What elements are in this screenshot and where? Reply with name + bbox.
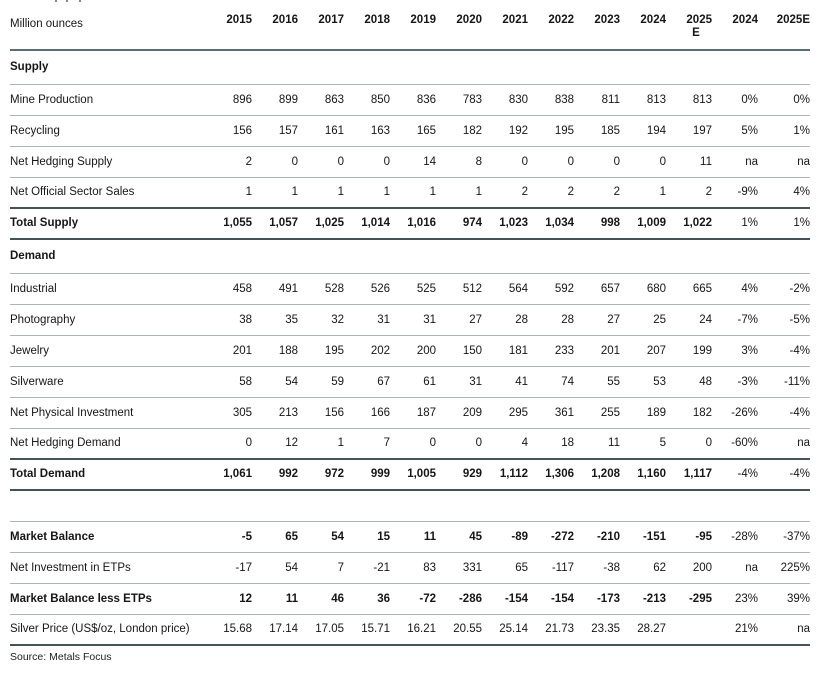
value-cell: 680 bbox=[646, 282, 666, 295]
value-cell: 65 bbox=[285, 530, 298, 543]
row-label: Supply bbox=[10, 61, 49, 73]
value-cell: 31 bbox=[423, 313, 436, 326]
value-cell: 1,306 bbox=[545, 468, 574, 480]
row-label: Jewelry bbox=[10, 344, 49, 357]
value-cell: 163 bbox=[370, 124, 390, 137]
table-row-silver-price-us-oz-london-price bbox=[10, 615, 810, 646]
value-cell: 5 bbox=[659, 437, 666, 449]
row-label: Demand bbox=[10, 250, 56, 262]
value-cell: 187 bbox=[416, 406, 436, 419]
value-cell: 0 bbox=[245, 437, 252, 449]
pct-cell: -11% bbox=[784, 375, 810, 388]
value-cell: 61 bbox=[423, 375, 436, 388]
value-cell: -151 bbox=[642, 530, 666, 543]
value-cell: 194 bbox=[646, 124, 666, 137]
pct-cell: 23% bbox=[734, 592, 758, 605]
value-cell: 1,208 bbox=[591, 468, 620, 480]
value-cell: 657 bbox=[600, 282, 620, 295]
pct-cell: 1% bbox=[793, 124, 810, 137]
column-header-2021: 2021 bbox=[502, 14, 528, 26]
value-cell: -295 bbox=[688, 592, 712, 605]
value-cell: 1,160 bbox=[637, 468, 666, 480]
row-label: Net Hedging Supply bbox=[10, 155, 113, 168]
value-cell: 361 bbox=[554, 406, 574, 419]
value-cell: 195 bbox=[324, 344, 344, 357]
pct-cell: na bbox=[797, 623, 810, 635]
table-row-jewelry bbox=[10, 336, 810, 367]
value-cell: 25 bbox=[653, 313, 666, 326]
value-cell: 896 bbox=[232, 93, 252, 106]
silver-supply-demand-table bbox=[10, 0, 810, 646]
value-cell: 305 bbox=[232, 406, 252, 419]
pct-cell: na bbox=[797, 155, 810, 168]
value-cell: 182 bbox=[692, 406, 712, 419]
value-cell: 929 bbox=[462, 468, 482, 480]
value-cell: 74 bbox=[561, 375, 574, 388]
value-cell: 188 bbox=[278, 344, 298, 357]
column-header-2025E: 2025 E bbox=[686, 14, 712, 39]
value-cell: 45 bbox=[469, 530, 482, 543]
value-cell: 0 bbox=[429, 437, 436, 449]
value-cell: 458 bbox=[232, 282, 252, 295]
pct-cell: -7% bbox=[737, 313, 758, 326]
row-label: Net Physical Investment bbox=[10, 406, 134, 419]
pct-cell: -5% bbox=[789, 313, 810, 326]
pct-cell: na bbox=[797, 437, 810, 449]
column-header-2025E: 2025E bbox=[776, 14, 810, 26]
column-header-2022: 2022 bbox=[548, 14, 574, 26]
value-cell: 1,112 bbox=[499, 468, 528, 480]
value-cell: -17 bbox=[235, 561, 252, 574]
value-cell: 1,009 bbox=[637, 217, 666, 229]
value-cell: 197 bbox=[692, 124, 712, 137]
value-cell: 195 bbox=[554, 124, 574, 137]
value-cell: 12 bbox=[285, 437, 298, 449]
value-cell: 17.14 bbox=[269, 623, 298, 635]
pct-cell: -60% bbox=[731, 437, 758, 449]
value-cell: 1 bbox=[429, 186, 436, 198]
value-cell: 200 bbox=[692, 561, 712, 574]
column-header-2024: 2024 bbox=[732, 14, 758, 26]
value-cell: 11 bbox=[423, 530, 436, 543]
value-cell: 525 bbox=[416, 282, 436, 295]
value-cell: 189 bbox=[646, 406, 666, 419]
value-cell: 7 bbox=[383, 437, 390, 449]
value-cell: 48 bbox=[699, 375, 712, 388]
value-cell: 181 bbox=[508, 344, 528, 357]
value-cell: -38 bbox=[603, 561, 620, 574]
column-header-2015: 2015 bbox=[226, 14, 252, 26]
value-cell: 0 bbox=[659, 155, 666, 168]
row-label: Industrial bbox=[10, 282, 57, 295]
table-row-industrial bbox=[10, 274, 810, 305]
column-header-2017: 2017 bbox=[318, 14, 344, 26]
value-cell: 0 bbox=[337, 155, 344, 168]
value-cell: 213 bbox=[278, 406, 298, 419]
value-cell: 14 bbox=[423, 155, 436, 168]
pct-cell: -4% bbox=[789, 344, 810, 357]
value-cell: 838 bbox=[554, 93, 574, 106]
value-cell: 161 bbox=[324, 124, 344, 137]
value-cell: 35 bbox=[285, 313, 298, 326]
row-label: Recycling bbox=[10, 124, 60, 137]
value-cell: -95 bbox=[695, 530, 712, 543]
value-cell: 21.73 bbox=[545, 623, 574, 635]
value-cell: 28.27 bbox=[637, 623, 666, 635]
table-body bbox=[10, 51, 810, 646]
row-label: Net Investment in ETPs bbox=[10, 561, 131, 574]
value-cell: 2 bbox=[521, 186, 528, 198]
value-cell: 25.14 bbox=[499, 623, 528, 635]
value-cell: 1 bbox=[337, 186, 344, 198]
value-cell: 999 bbox=[370, 468, 390, 480]
value-cell: 512 bbox=[462, 282, 482, 295]
pct-cell: 1% bbox=[741, 217, 758, 229]
value-cell: 54 bbox=[331, 530, 344, 543]
value-cell: 53 bbox=[653, 375, 666, 388]
value-cell: -72 bbox=[419, 592, 436, 605]
pct-cell: -2% bbox=[789, 282, 810, 295]
value-cell: 199 bbox=[692, 344, 712, 357]
value-cell: 526 bbox=[370, 282, 390, 295]
column-header-2020: 2020 bbox=[456, 14, 482, 26]
section-row-demand bbox=[10, 240, 810, 274]
table-row-net-official-sector-sales bbox=[10, 178, 810, 209]
value-cell: 899 bbox=[278, 93, 298, 106]
value-cell: 0 bbox=[475, 437, 482, 449]
value-cell: 2 bbox=[705, 186, 712, 198]
value-cell: 166 bbox=[370, 406, 390, 419]
pct-cell: 225% bbox=[780, 561, 810, 574]
value-cell: 528 bbox=[324, 282, 344, 295]
value-cell: 185 bbox=[600, 124, 620, 137]
value-cell: 201 bbox=[600, 344, 620, 357]
value-cell: 156 bbox=[232, 124, 252, 137]
pct-cell: -4% bbox=[789, 468, 810, 480]
value-cell: 295 bbox=[508, 406, 528, 419]
value-cell: 2 bbox=[245, 155, 252, 168]
value-cell: -154 bbox=[550, 592, 574, 605]
value-cell: -21 bbox=[373, 561, 390, 574]
table-row-net-investment-in-etps bbox=[10, 553, 810, 584]
value-cell: 4 bbox=[521, 437, 528, 449]
pct-cell: 4% bbox=[793, 186, 810, 198]
value-cell: 811 bbox=[601, 93, 620, 106]
value-cell: 62 bbox=[653, 561, 666, 574]
value-cell: 59 bbox=[331, 375, 344, 388]
value-cell: 1,023 bbox=[499, 217, 528, 229]
value-cell: 31 bbox=[469, 375, 482, 388]
value-cell: 1,061 bbox=[223, 468, 252, 480]
value-cell: 36 bbox=[377, 592, 390, 605]
pct-cell: na bbox=[745, 155, 758, 168]
row-label: Market Balance less ETPs bbox=[10, 592, 152, 605]
value-cell: 255 bbox=[600, 406, 620, 419]
value-cell: 1 bbox=[659, 186, 666, 198]
row-label: Total Demand bbox=[10, 468, 86, 480]
row-label: Market Balance bbox=[10, 530, 95, 543]
value-cell: 1,055 bbox=[223, 217, 252, 229]
value-cell: 974 bbox=[462, 217, 482, 229]
value-cell: 182 bbox=[462, 124, 482, 137]
value-cell: 0 bbox=[567, 155, 574, 168]
value-cell: 1 bbox=[383, 186, 390, 198]
total-row-total-demand bbox=[10, 460, 810, 491]
row-label: Net Official Sector Sales bbox=[10, 186, 135, 198]
column-header-2023: 2023 bbox=[594, 14, 620, 26]
value-cell: 0 bbox=[613, 155, 620, 168]
value-cell: 1 bbox=[245, 186, 252, 198]
total-row-market-balance-less-etps bbox=[10, 584, 810, 615]
value-cell: 12 bbox=[239, 592, 252, 605]
column-header-2018: 2018 bbox=[364, 14, 390, 26]
value-cell: 2 bbox=[613, 186, 620, 198]
value-cell: 46 bbox=[331, 592, 344, 605]
value-cell: 27 bbox=[607, 313, 620, 326]
value-cell: 202 bbox=[370, 344, 390, 357]
spacer-row bbox=[10, 491, 810, 522]
value-cell: 564 bbox=[508, 282, 528, 295]
value-cell: 67 bbox=[377, 375, 390, 388]
value-cell: -213 bbox=[642, 592, 666, 605]
value-cell: 201 bbox=[232, 344, 252, 357]
value-cell: -286 bbox=[458, 592, 482, 605]
value-cell: 1,005 bbox=[407, 468, 436, 480]
value-cell: 200 bbox=[416, 344, 436, 357]
value-cell: 2 bbox=[567, 186, 574, 198]
section-row-supply bbox=[10, 51, 810, 85]
value-cell: 54 bbox=[285, 561, 298, 574]
value-cell: 207 bbox=[646, 344, 666, 357]
value-cell: 32 bbox=[331, 313, 344, 326]
value-cell: 830 bbox=[508, 93, 528, 106]
value-cell: -89 bbox=[511, 530, 528, 543]
unit-label: Million ounces bbox=[10, 18, 83, 30]
value-cell: 209 bbox=[462, 406, 482, 419]
pct-cell: 1% bbox=[793, 217, 810, 229]
pct-cell: 39% bbox=[786, 592, 810, 605]
value-cell: 15.71 bbox=[361, 623, 390, 635]
value-cell: 1,057 bbox=[269, 217, 298, 229]
value-cell: 998 bbox=[600, 217, 620, 229]
value-cell: 150 bbox=[462, 344, 482, 357]
value-cell: 16.21 bbox=[407, 623, 436, 635]
value-cell: 665 bbox=[692, 282, 712, 295]
total-row-market-balance bbox=[10, 522, 810, 553]
value-cell: -272 bbox=[550, 530, 574, 543]
value-cell: 0 bbox=[291, 155, 298, 168]
table-row-silverware bbox=[10, 367, 810, 398]
table-row-recycling bbox=[10, 116, 810, 147]
row-label: Silver Price (US$/oz, London price) bbox=[10, 623, 190, 635]
value-cell: -210 bbox=[596, 530, 620, 543]
value-cell: 1,117 bbox=[683, 468, 712, 480]
pct-cell: -28% bbox=[731, 530, 758, 543]
source-note: Source: Metals Focus bbox=[10, 651, 112, 663]
table-header-row bbox=[10, 0, 810, 51]
value-cell: 331 bbox=[462, 561, 482, 574]
pct-cell: -37% bbox=[783, 530, 810, 543]
value-cell: 54 bbox=[285, 375, 298, 388]
value-cell: 0 bbox=[521, 155, 528, 168]
pct-cell: -3% bbox=[737, 375, 758, 388]
value-cell: 38 bbox=[239, 313, 252, 326]
value-cell: 58 bbox=[239, 375, 252, 388]
value-cell: 972 bbox=[324, 468, 344, 480]
value-cell: 41 bbox=[515, 375, 528, 388]
value-cell: 863 bbox=[324, 93, 344, 106]
value-cell: 11 bbox=[608, 437, 620, 449]
value-cell: 233 bbox=[554, 344, 574, 357]
value-cell: 0 bbox=[705, 437, 712, 449]
value-cell: 15.68 bbox=[223, 623, 252, 635]
value-cell: 491 bbox=[278, 282, 298, 295]
value-cell: 1 bbox=[475, 186, 482, 198]
value-cell: 783 bbox=[462, 93, 482, 106]
value-cell: 157 bbox=[278, 124, 298, 137]
value-cell: 23.35 bbox=[591, 623, 620, 635]
value-cell: 592 bbox=[554, 282, 574, 295]
value-cell: 28 bbox=[515, 313, 528, 326]
column-header-2019: 2019 bbox=[410, 14, 436, 26]
value-cell: 1,022 bbox=[683, 217, 712, 229]
value-cell: 31 bbox=[377, 313, 390, 326]
value-cell: 18 bbox=[561, 437, 574, 449]
pct-cell: 0% bbox=[741, 93, 758, 106]
total-row-total-supply bbox=[10, 209, 810, 240]
pct-cell: 3% bbox=[741, 344, 758, 357]
pct-cell: -4% bbox=[789, 406, 810, 419]
pct-cell: -26% bbox=[731, 406, 758, 419]
value-cell: 992 bbox=[278, 468, 298, 480]
value-cell: 1,025 bbox=[315, 217, 344, 229]
table-row-net-physical-investment bbox=[10, 398, 810, 429]
pct-cell: -4% bbox=[737, 468, 758, 480]
value-cell: 156 bbox=[324, 406, 344, 419]
value-cell: 0 bbox=[383, 155, 390, 168]
column-header-2024: 2024 bbox=[640, 14, 666, 26]
pct-cell: -9% bbox=[737, 186, 758, 198]
value-cell: 24 bbox=[699, 313, 712, 326]
pct-cell: 21% bbox=[734, 623, 758, 635]
row-label: Silverware bbox=[10, 375, 64, 388]
table-row-net-hedging-demand bbox=[10, 429, 810, 460]
value-cell: 1,034 bbox=[545, 217, 574, 229]
value-cell: 27 bbox=[469, 313, 482, 326]
value-cell: -117 bbox=[551, 561, 574, 574]
pct-cell: 4% bbox=[741, 282, 758, 295]
pct-cell: na bbox=[745, 561, 758, 574]
cropped-title-remnant bbox=[55, 0, 87, 3]
value-cell: 17.05 bbox=[315, 623, 344, 635]
value-cell: 28 bbox=[561, 313, 574, 326]
row-label: Photography bbox=[10, 313, 76, 326]
table-row-mine-production bbox=[10, 85, 810, 116]
value-cell: 165 bbox=[416, 124, 436, 137]
value-cell: 836 bbox=[416, 93, 436, 106]
pct-cell: 0% bbox=[793, 93, 810, 106]
value-cell: -154 bbox=[504, 592, 528, 605]
value-cell: -5 bbox=[241, 530, 252, 543]
row-label: Total Supply bbox=[10, 217, 79, 229]
value-cell: 7 bbox=[337, 561, 344, 574]
table-row-net-hedging-supply bbox=[10, 147, 810, 178]
value-cell: 813 bbox=[692, 93, 712, 106]
value-cell: 11 bbox=[285, 592, 298, 605]
value-cell: -173 bbox=[596, 592, 620, 605]
value-cell: 813 bbox=[646, 93, 666, 106]
value-cell: 65 bbox=[515, 561, 528, 574]
value-cell: 1,014 bbox=[361, 217, 390, 229]
value-cell: 20.55 bbox=[453, 623, 482, 635]
value-cell: 192 bbox=[508, 124, 528, 137]
value-cell: 55 bbox=[607, 375, 620, 388]
value-cell: 15 bbox=[377, 530, 390, 543]
row-label: Net Hedging Demand bbox=[10, 437, 121, 449]
column-header-2016: 2016 bbox=[272, 14, 298, 26]
value-cell: 1 bbox=[291, 186, 298, 198]
value-cell: 1,016 bbox=[407, 217, 436, 229]
value-cell: 8 bbox=[475, 155, 482, 168]
value-cell: 850 bbox=[370, 93, 390, 106]
pct-cell: 5% bbox=[741, 124, 758, 137]
table-row-photography bbox=[10, 305, 810, 336]
value-cell: 83 bbox=[423, 561, 436, 574]
value-cell: 11 bbox=[700, 155, 712, 168]
row-label: Mine Production bbox=[10, 93, 94, 106]
value-cell: 1 bbox=[337, 437, 344, 449]
